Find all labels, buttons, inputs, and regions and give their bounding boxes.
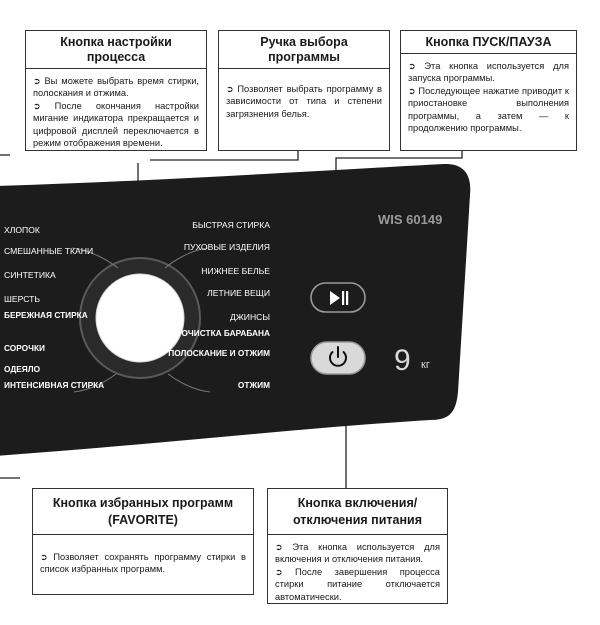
callout-text: Эта кнопка используется для включения и отключения питания. <box>275 542 441 565</box>
callout-body <box>219 69 389 126</box>
callout-body <box>26 69 206 155</box>
arrow-bullet-icon: ➲ <box>40 552 48 562</box>
program-label-blanket: ОДЕЯЛО <box>4 364 41 374</box>
callout-title-line1: Кнопка включения/ <box>297 496 418 510</box>
program-label-quick: БЫСТРАЯ СТИРКА <box>192 220 270 230</box>
program-label-wool: ШЕРСТЬ <box>4 294 41 304</box>
program-label-mixed: СМЕШАННЫЕ ТКАНИ <box>4 246 94 256</box>
callout-line <box>275 566 440 603</box>
callout-text: Позволяет выбрать программу в зависимости от типа и степени загрязнения белья. <box>226 84 382 119</box>
callout-text: После окончания настройки мигание индикатора прекращается и цифровой дисплей переключается в режим отображения времени. <box>33 100 199 149</box>
power-button[interactable] <box>311 342 365 374</box>
callout-start-pause <box>400 30 577 151</box>
arrow-bullet-icon: ➲ <box>408 85 416 96</box>
program-label-rinse-spin: ПОЛОСКАНИЕ И ОТЖИМ <box>168 348 270 358</box>
callout-text: Позволяет сохранять программу стирки в список избранных программ. <box>40 552 246 575</box>
callout-body <box>268 535 447 609</box>
program-label-delicate: БЕРЕЖНАЯ СТИРКА <box>4 310 88 320</box>
callout-text: Последующее нажатие приводит к приостановке выполнения программы, а затем — к продолжению программы. <box>408 85 569 134</box>
program-label-spin: ОТЖИМ <box>237 380 270 390</box>
callout-line <box>408 85 569 135</box>
callout-favorite <box>32 488 254 595</box>
arrow-bullet-icon: ➲ <box>33 76 41 86</box>
start-pause-button[interactable] <box>311 283 365 312</box>
callout-title <box>33 489 253 535</box>
program-label-cotton: ХЛОПОК <box>4 225 40 235</box>
callout-body <box>401 54 576 140</box>
callout-line <box>40 551 246 576</box>
callout-body <box>33 535 253 582</box>
callout-text: Вы можете выбрать время стирки, полоскания и отжима. <box>33 76 199 99</box>
arrow-bullet-icon: ➲ <box>33 100 41 111</box>
arrow-bullet-icon: ➲ <box>408 61 416 71</box>
callout-process-settings <box>25 30 207 151</box>
callout-title-line2: (FAVORITE) <box>108 513 178 527</box>
callout-title: Ручка выбора программы <box>219 31 389 69</box>
callout-line <box>275 541 440 566</box>
program-label-synthetics: СИНТЕТИКА <box>4 270 56 280</box>
callout-program-selector <box>218 30 390 151</box>
callout-title: Кнопка настройки процесса <box>26 31 206 69</box>
callout-title-line2: отключения питания <box>292 513 423 527</box>
program-label-down: ПУХОВЫЕ ИЗДЕЛИЯ <box>183 242 270 252</box>
callout-line <box>33 75 199 100</box>
model-name: WIS 60149 <box>378 212 443 227</box>
callout-line <box>33 100 199 150</box>
program-label-intensive: ИНТЕНСИВНАЯ СТИРКА <box>4 380 105 390</box>
callout-title <box>268 489 447 535</box>
capacity-value: 9 <box>394 344 411 377</box>
program-label-jeans: ДЖИНСЫ <box>230 312 270 322</box>
program-label-shirts: СОРОЧКИ <box>4 343 45 353</box>
capacity-unit: кг <box>421 359 430 371</box>
callout-line <box>408 60 569 85</box>
callout-power <box>267 488 448 604</box>
callout-text: После завершения процесса стирки питание отключается автоматически. <box>275 566 440 602</box>
callout-line <box>226 83 382 120</box>
callout-title: Кнопка ПУСК/ПАУЗА <box>401 31 576 54</box>
program-label-drum-clean: ОЧИСТКА БАРАБАНА <box>181 328 270 338</box>
callout-title-line1: Кнопка избранных программ <box>52 496 234 510</box>
arrow-bullet-icon: ➲ <box>275 566 283 577</box>
arrow-bullet-icon: ➲ <box>275 542 283 552</box>
program-label-summer: ЛЕТНИЕ ВЕЩИ <box>207 288 270 298</box>
arrow-bullet-icon: ➲ <box>226 84 234 94</box>
program-label-underwear: НИЖНЕЕ БЕЛЬЕ <box>201 266 270 276</box>
callout-text: Эта кнопка используется для запуска программы. <box>408 61 570 84</box>
